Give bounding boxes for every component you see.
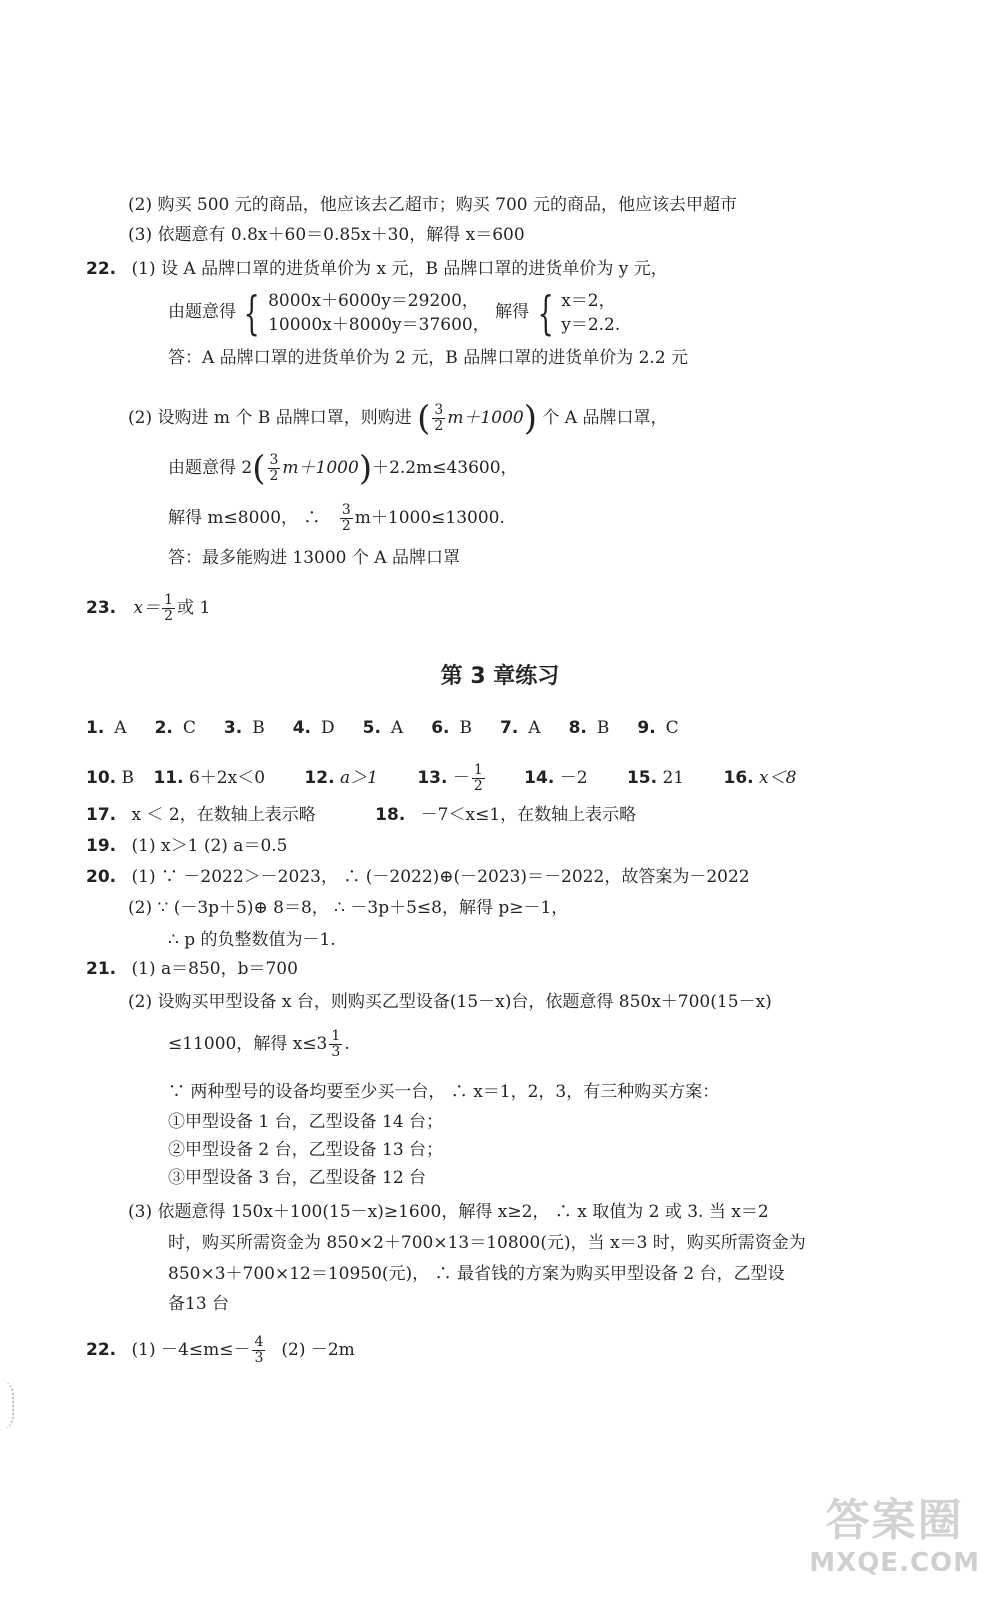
answer-item [86,716,127,740]
question-number: 10. [86,768,117,788]
answer-item [569,716,610,740]
fraction: $\frac{1}{3}$ [331,1028,341,1060]
q22b [86,1330,355,1370]
answer-item [224,716,265,740]
page-edge-mark [0,1380,14,1430]
q19-answer: (1) x＞1 (2) a＝0.5 [131,836,288,856]
text: 或 1 [177,598,211,618]
q22-equation-system [168,285,621,340]
left-paren-icon: ( [252,448,266,489]
solution-x: x＝2， [561,290,616,311]
text: (1) －4≤m≤－ [131,1340,251,1360]
question-number: 11. [153,768,184,788]
right-paren-icon: ) [523,398,537,439]
q19 [86,834,287,858]
left-paren-icon: ( [417,398,431,439]
q22-part2-inequality [168,448,518,488]
q20-part1-text: (1) ∵ －2022＞－2023， ∴ (－2022)⊕(－2023)＝－2022，故答案为－2022 [131,867,750,887]
question-number: 14. [524,768,555,788]
answer: C [665,718,679,738]
q20-part3: ∴ p 的负整数值为－1. [168,930,336,950]
question-number: 7. [500,718,519,738]
question-number: 22. [86,1340,117,1360]
question-number: 18. [375,805,406,825]
answer: B [252,718,265,738]
question-number: 16. [723,768,754,788]
text: ＋2.2m≤43600， [372,458,518,478]
right-paren-icon: ) [358,448,373,489]
answer-item [155,716,196,740]
text: m＋1000≤13000. [354,508,505,528]
text: 个 A 品牌口罩， [542,408,668,428]
question-number: 6. [431,718,450,738]
answer: x＜8 [759,768,797,788]
watermark-logo: 答案圈 [825,1495,964,1546]
system-lead: 由题意得 [168,302,236,322]
answer: A [528,718,541,738]
question-number: 15. [626,768,658,788]
q21b-reason: ∵ 两种型号的设备均要至少买一台， ∴ x＝1，2，3，有三种购买方案： [168,1082,720,1102]
q22-part1-answer: 答：A 品牌口罩的进货单价为 2 元，B 品牌口罩的进货单价为 2.2 元 [168,348,689,368]
equation-1: 8000x＋6000y＝29200， [268,290,479,311]
q23 [86,588,210,628]
expression: m＋1000 [447,408,524,428]
text: (2) －2m [281,1340,355,1360]
answer-item [363,716,404,740]
answer-item [431,716,472,740]
answer-item [293,716,335,740]
q22-part2-answer: 答：最多能购进 13000 个 A 品牌口罩 [168,548,460,568]
answers-row-2 [86,758,796,798]
question-number: 21. [86,959,117,979]
question-number: 23. [86,598,117,618]
question-number: 12. [304,768,335,788]
text: . [344,1034,350,1054]
q20-part1 [86,865,750,889]
answer: － [452,768,470,788]
q21b-option-3: ③甲型设备 3 台，乙型设备 12 台 [168,1168,427,1188]
chapter-title: 第 3 章练习 [440,664,560,689]
q22-part1-intro: (1) 设 A 品牌口罩的进货单价为 x 元，B 品牌口罩的进货单价为 y 元， [131,259,668,279]
q22-part2-setup [128,398,667,438]
equation-2: 10000x＋8000y＝37600， [268,314,490,335]
expression: m＋1000 [282,458,359,478]
question-number: 13. [417,768,448,788]
q17-q18 [86,803,636,827]
question-number: 4. [292,718,311,738]
answer: C [182,718,196,738]
q21-part2: (2) 购买 500 元的商品，他应该去乙超市；购买 700 元的商品，他应该去甲超市 [128,195,737,215]
q17-answer: x ＜ 2，在数轴上表示略 [131,805,316,825]
left-brace-icon: { [537,285,554,340]
answer-item [500,716,541,740]
fraction: $\frac{4}{3}$ [254,1334,264,1366]
answer: a＞1 [339,768,378,788]
answer: B [596,718,610,738]
fraction: $\frac{3}{2}$ [341,502,351,534]
text: x＝ [133,598,161,618]
answer: －2 [559,768,588,788]
q21b-part1-text: (1) a＝850，b＝700 [131,959,298,979]
watermark-url: MXQE.COM [809,1548,980,1578]
q22-part2-solve [168,498,505,538]
question-number: 17. [86,805,117,825]
fraction: $\frac{3}{2}$ [434,402,444,434]
answer: A [390,718,404,738]
system-equations [268,289,490,337]
solution-y: y＝2.2. [561,314,621,335]
answer: D [320,718,335,738]
q21b-part1 [86,957,298,981]
q21b-part2-solve [168,1024,350,1064]
question-number: 2. [154,718,173,738]
solve-lead: 解得 [495,302,530,322]
text: 由题意得 2 [168,458,253,478]
q21b-part3-line1: (3) 依题意得 150x＋100(15－x)≥1600，解得 x≥2， ∴ x 取值为 2 或 3. 当 x＝2 [128,1202,769,1222]
q21b-part3-line4: 备13 台 [168,1294,230,1314]
watermark [809,1484,980,1578]
answer: A [114,718,127,738]
system-solution [561,289,620,337]
answer-item [637,716,678,740]
answer: 21 [662,768,685,788]
text: 解得 m≤8000， ∴ [168,508,321,528]
answer: 6＋2x＜0 [188,768,266,788]
question-number: 19. [86,836,117,856]
left-brace-icon: { [243,285,261,340]
question-number: 8. [568,718,587,738]
fraction: $\frac{3}{2}$ [269,452,279,484]
q22-line1 [86,257,668,281]
question-number: 9. [637,718,656,738]
q20-part2: (2) ∵ (－3p＋5)⊕ 8＝8， ∴ －3p＋5≤8，解得 p≥－1， [128,898,569,918]
answer: B [459,718,472,738]
q21b-part3-line3: 850×3＋700×12＝10950(元)， ∴ 最省钱的方案为购买甲型设备 2 台，乙型设 [168,1264,785,1284]
fraction: $\frac{1}{2}$ [164,592,174,624]
q21b-part2: (2) 设购买甲型设备 x 台，则购买乙型设备(15－x)台，依题意得 850x＋700(15－x) [128,992,772,1012]
answer: B [121,768,135,788]
fraction: $\frac{1}{2}$ [473,762,483,794]
q21b-part3-line2: 时，购买所需资金为 850×2＋700×13＝10800(元)，当 x＝3 时，购买所需资金为 [168,1233,806,1253]
q18-answer: －7＜x≤1，在数轴上表示略 [420,805,637,825]
question-number: 20. [86,867,117,887]
text: ≤11000，解得 x≤3 [168,1034,328,1054]
q21-part3: (3) 依题意有 0.8x＋60＝0.85x＋30，解得 x＝600 [128,225,525,245]
answers-row-1 [86,716,707,740]
q21b-option-2: ②甲型设备 2 台，乙型设备 13 台； [168,1140,444,1160]
q21b-option-1: ①甲型设备 1 台，乙型设备 14 台； [168,1112,444,1132]
question-number: 22. [86,259,117,279]
text: (2) 设购进 m 个 B 品牌口罩，则购进 [128,408,412,428]
question-number: 5. [362,718,381,738]
question-number: 3. [223,718,243,738]
question-number: 1. [86,718,105,738]
